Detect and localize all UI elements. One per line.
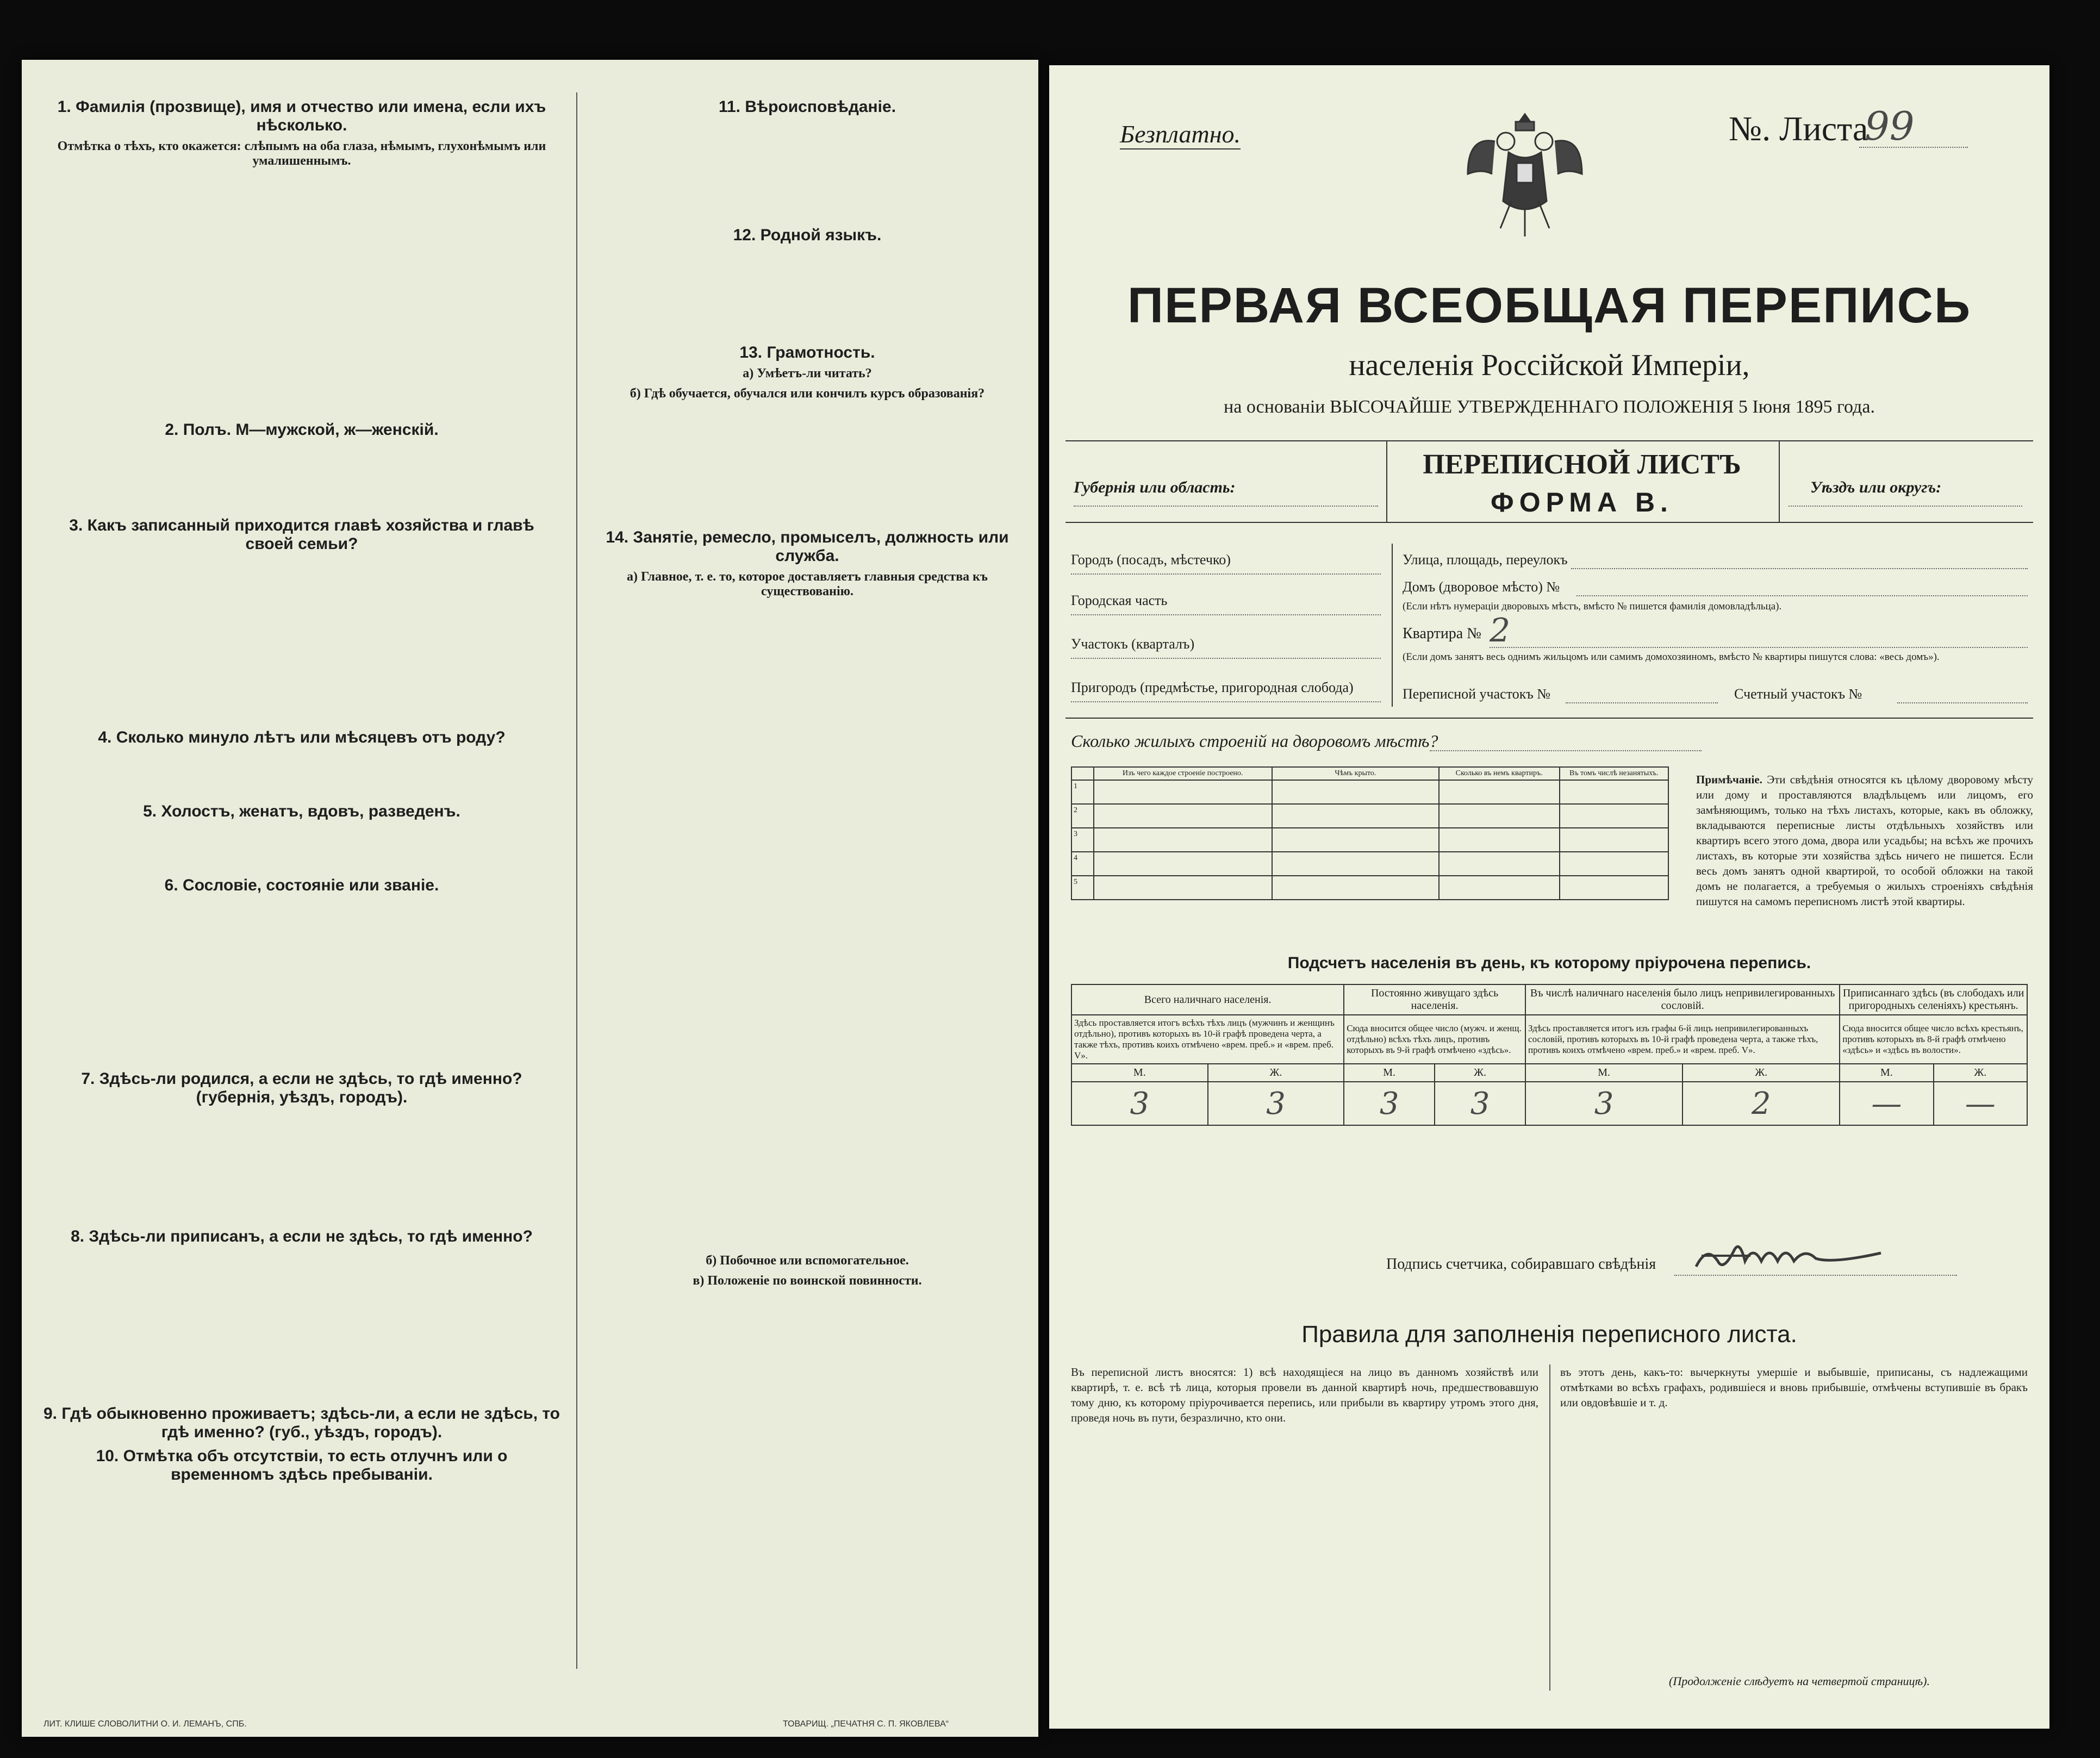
buildings-header-num bbox=[1071, 767, 1094, 780]
total-male-value[interactable]: 3 bbox=[1071, 1082, 1208, 1125]
census-area-field[interactable] bbox=[1566, 702, 1718, 703]
rules-divider bbox=[1549, 1364, 1550, 1691]
peasants-male-value[interactable]: — bbox=[1840, 1082, 1933, 1125]
text-block bbox=[43, 825, 560, 869]
heading-3: 3. Какъ записанный приходится главѣ хозяйства и главѣ своей семьи? bbox=[69, 516, 534, 553]
cell[interactable] bbox=[1094, 780, 1272, 804]
double-headed-eagle-emblem bbox=[1462, 103, 1587, 245]
instructions-column-1 bbox=[43, 92, 560, 1669]
count-title: Подсчетъ населенія въ день, къ которому пріурочена перепись. bbox=[1287, 954, 1811, 972]
text-block bbox=[593, 249, 1022, 336]
nonprivileged-male-value[interactable]: 3 bbox=[1525, 1082, 1683, 1125]
cell[interactable] bbox=[1560, 876, 1668, 900]
census-title: ПЕРВАЯ ВСЕОБЩАЯ ПЕРЕПИСЬ bbox=[1127, 278, 1972, 333]
female-label: Ж. bbox=[1683, 1064, 1840, 1082]
heading-1: 1. Фамилія (прозвище), имя и отчество или имена, если ихъ нѣсколько. bbox=[57, 98, 546, 134]
subheading-1: Отмѣтка о тѣхъ, кто окажется: слѣпымъ на оба глаза, нѣмымъ, глухонѣмымъ или умалишеннымъ. bbox=[57, 139, 546, 168]
cell[interactable] bbox=[1439, 852, 1560, 876]
suburb-label: Пригородъ (предмѣстье, пригородная слобода) bbox=[1071, 679, 1354, 695]
form-title: ПЕРЕПИСНОЙ ЛИСТЪ bbox=[1423, 449, 1741, 480]
cell[interactable] bbox=[1439, 876, 1560, 900]
buildings-field[interactable] bbox=[1430, 750, 1702, 751]
sheet-number-line bbox=[1859, 147, 1968, 148]
cell[interactable] bbox=[1560, 804, 1668, 828]
buildings-row bbox=[1071, 876, 1668, 900]
nonprivileged-female-value[interactable]: 2 bbox=[1683, 1082, 1840, 1125]
buildings-row bbox=[1071, 804, 1668, 828]
row-number: 3 bbox=[1071, 828, 1094, 852]
text-block bbox=[593, 407, 1022, 521]
header-rule-bottom bbox=[1065, 522, 2033, 523]
apartment-field[interactable] bbox=[1490, 647, 2028, 648]
total-female-value[interactable]: 3 bbox=[1208, 1082, 1344, 1125]
text-block bbox=[43, 1250, 560, 1397]
house-note: (Если нѣтъ нумераціи дворовыхъ мѣстъ, вмѣсто № пишется фамилія домовладѣльца). bbox=[1403, 601, 1782, 612]
note-text: Эти свѣдѣнія относятся къ цѣлому дворовому мѣсту или дому и проставляются владѣльцемъ или лицомъ, его замѣняющимъ, только на тѣхъ листахъ, которые, какъ въ обложку, вкладываются переписные листы отдѣльныхъ хозяйствъ или квартиръ всего этого дома, двора или усадьбы; на всѣхъ же прочихъ листахъ, въ которые эти хозяйства здѣсь ничего не пишется. Если весь домъ занятъ одной квартирой, то особой обложки на такой домъ не полагается, а требуемыя о жилыхъ строеніяхъ свѣдѣнія пишутся на самомъ переписномъ листѣ этой квартиры. bbox=[1696, 773, 2033, 908]
legal-basis: на основаніи ВЫСОЧАЙШЕ УТВЕРЖДЕННАГО ПОЛОЖЕНІЯ 5 Іюня 1895 года. bbox=[1224, 397, 1875, 417]
heading-4: 4. Сколько минуло лѣтъ или мѣсяцевъ отъ роду? bbox=[98, 728, 506, 746]
district-label: Участокъ (кварталъ) bbox=[1071, 636, 1195, 652]
left-page bbox=[22, 60, 1038, 1737]
count-desc-permanent: Сюда вносится общее число (мужч. и женщ. отдѣльно) всѣхъ тѣхъ лицъ, противъ которыхъ въ 9-й графѣ отмѣчено «здѣсь». bbox=[1344, 1015, 1525, 1064]
cell[interactable] bbox=[1439, 828, 1560, 852]
buildings-question: Сколько жилыхъ строеній на дворовомъ мѣстѣ? bbox=[1071, 731, 1438, 751]
female-label: Ж. bbox=[1934, 1064, 2027, 1082]
permanent-male-value[interactable]: 3 bbox=[1344, 1082, 1435, 1125]
cell[interactable] bbox=[1272, 804, 1439, 828]
gubernia-field[interactable] bbox=[1074, 506, 1378, 507]
buildings-row bbox=[1071, 780, 1668, 804]
text-block bbox=[43, 751, 560, 795]
buildings-header-apartments: Сколько въ немъ квартиръ. bbox=[1439, 767, 1560, 780]
text-block bbox=[43, 899, 560, 1062]
counter-area-field[interactable] bbox=[1897, 702, 2028, 703]
right-page bbox=[1049, 65, 2049, 1729]
instructions-column-2 bbox=[593, 92, 1022, 1669]
row-number: 5 bbox=[1071, 876, 1094, 900]
subheading-13b: б) Гдѣ обучается, обучался или кончилъ курсъ образованія? bbox=[630, 386, 985, 401]
city-part-label: Городская часть bbox=[1071, 593, 1168, 608]
rules-text-1: Въ переписной листъ вносятся: 1) всѣ находящіеся на лицо въ данномъ хозяйствѣ или квартирѣ, т. е. всѣ тѣ лица, которыя провели въ данной квартирѣ ночь, предшествовавшую тому дню, къ которому пріурочивается перепись, или прибыли въ квартиру утромъ этого дня, проведя ночь въ пути, безразлично, кто они. bbox=[1071, 1366, 1538, 1424]
column-divider bbox=[576, 92, 577, 1669]
text-block bbox=[43, 1111, 560, 1220]
address-rule-bottom bbox=[1065, 718, 2033, 719]
count-mf-row bbox=[1071, 1064, 2027, 1082]
heading-2: 2. Полъ. М—мужской, ж—женскій. bbox=[165, 421, 439, 439]
address-divider bbox=[1392, 544, 1393, 707]
row-number: 2 bbox=[1071, 804, 1094, 828]
subheading-13a: а) Умѣетъ-ли читать? bbox=[743, 366, 872, 381]
sheet-number-value: 99 bbox=[1865, 103, 1915, 149]
apartment-label: Квартира № bbox=[1403, 625, 1481, 642]
heading-12: 12. Родной языкъ. bbox=[733, 226, 882, 244]
counter-area-label: Счетный участокъ № bbox=[1734, 686, 1862, 702]
form-name: ФОРМА В. bbox=[1491, 487, 1673, 518]
count-header-peasants: Приписаннаго здѣсь (въ слободахъ или пригородныхъ селеніяхъ) крестьянъ. bbox=[1840, 984, 2027, 1015]
count-header-row bbox=[1071, 984, 2027, 1015]
street-label: Улица, площадь, переулокъ bbox=[1403, 552, 1568, 568]
heading-9: 9. Гдѣ обыкновенно проживаетъ; здѣсь-ли, а если не здѣсь, то гдѣ именно? (губ., уѣздъ, городъ). bbox=[43, 1405, 560, 1441]
cell[interactable] bbox=[1439, 804, 1560, 828]
rules-column-1 bbox=[1071, 1364, 1538, 1691]
gubernia-label: Губернія или область: bbox=[1074, 478, 1236, 496]
cell[interactable] bbox=[1094, 852, 1272, 876]
row-number: 4 bbox=[1071, 852, 1094, 876]
apartment-note: (Если домъ занятъ весь однимъ жильцомъ или самимъ домохозяиномъ, вмѣсто № квартиры пишутся слова: «весь домъ»). bbox=[1403, 651, 1940, 663]
cell[interactable] bbox=[1272, 876, 1439, 900]
heading-10: 10. Отмѣтка объ отсутствіи, то есть отлучнъ или о временномъ здѣсь пребываніи. bbox=[96, 1447, 508, 1483]
text-block bbox=[593, 1294, 1022, 1566]
heading-13: 13. Грамотность. bbox=[739, 344, 875, 361]
buildings-header-roof: Чѣмъ крыто. bbox=[1272, 767, 1439, 780]
rules-title: Правила для заполненія переписного листа. bbox=[1301, 1321, 1797, 1348]
count-desc-total: Здѣсь проставляется итогъ всѣхъ тѣхъ лицъ (мужчинъ и женщинъ отдѣльно), противъ которыхъ въ 10-й графѣ проведена черта, а также тѣхъ, противъ коихъ отмѣчено «врем. преб.» и «врем. преб. V». bbox=[1071, 1015, 1344, 1064]
cell[interactable] bbox=[1094, 804, 1272, 828]
buildings-row bbox=[1071, 828, 1668, 852]
free-label: Безплатно. bbox=[1120, 120, 1241, 149]
census-subtitle: населенія Россійской Имперіи, bbox=[1349, 348, 1750, 382]
cell[interactable] bbox=[1560, 852, 1668, 876]
text-block bbox=[593, 121, 1022, 219]
count-desc-nonprivileged: Здѣсь проставляется итогъ изъ графы 6-й лицъ непривилегированныхъ сословій, противъ которыхъ въ 10-й графѣ проведена черта, а также тѣхъ, противъ коихъ отмѣчено «врем. преб.» и «врем. преб. V». bbox=[1525, 1015, 1840, 1064]
house-label: Домъ (дворовое мѣсто) № bbox=[1403, 579, 1560, 595]
female-label: Ж. bbox=[1435, 1064, 1525, 1082]
male-label: М. bbox=[1525, 1064, 1683, 1082]
buildings-table bbox=[1071, 766, 1669, 900]
heading-11: 11. Вѣроисповѣданіе. bbox=[718, 98, 896, 116]
suburb-field[interactable] bbox=[1071, 701, 1381, 702]
buildings-row bbox=[1071, 852, 1668, 876]
count-desc-peasants: Сюда вносится общее число всѣхъ крестьянъ, противъ которыхъ въ 8-й графѣ отмѣчено «здѣсь» и «здѣсь въ волости». bbox=[1840, 1015, 2027, 1064]
apartment-value: 2 bbox=[1490, 612, 1511, 650]
street-field[interactable] bbox=[1571, 568, 2028, 569]
subheading-14a: а) Главное, т. е. то, которое доставляетъ главныя средства къ существованію. bbox=[627, 570, 988, 599]
census-area-label: Переписной участокъ № bbox=[1403, 686, 1551, 702]
row-number: 1 bbox=[1071, 780, 1094, 804]
male-label: М. bbox=[1071, 1064, 1208, 1082]
uezd-field[interactable] bbox=[1789, 506, 2022, 507]
cell[interactable] bbox=[1439, 780, 1560, 804]
printer-footer-right: ТОВАРИЩ. „ПЕЧАТНЯ С. П. ЯКОВЛЕВА“ bbox=[783, 1719, 949, 1729]
city-part-field[interactable] bbox=[1071, 614, 1381, 615]
male-label: М. bbox=[1840, 1064, 1933, 1082]
cell[interactable] bbox=[1272, 828, 1439, 852]
heading-5: 5. Холостъ, женатъ, вдовъ, разведенъ. bbox=[143, 802, 460, 820]
buildings-header-vacant: Въ томъ числѣ незанятыхъ. bbox=[1560, 767, 1668, 780]
heading-14: 14. Занятіе, ремесло, промыселъ, должность или служба. bbox=[606, 528, 1009, 565]
uezd-label: Уѣздъ или округъ: bbox=[1810, 478, 1942, 496]
rules-column-2 bbox=[1560, 1364, 2028, 1669]
text-block bbox=[593, 604, 1022, 1246]
address-section bbox=[1065, 544, 2033, 728]
note-title: Примѣчаніе. bbox=[1696, 773, 1762, 786]
heading-7: 7. Здѣсь-ли родился, а если не здѣсь, то гдѣ именно? (губернія, уѣздъ, городъ). bbox=[81, 1070, 522, 1106]
cell[interactable] bbox=[1272, 852, 1439, 876]
male-label: М. bbox=[1344, 1064, 1435, 1082]
text-block bbox=[43, 558, 560, 721]
cell[interactable] bbox=[1094, 828, 1272, 852]
cell[interactable] bbox=[1560, 780, 1668, 804]
count-header-permanent: Постоянно живущаго здѣсь населенія. bbox=[1344, 984, 1525, 1015]
count-header-nonprivileged: Въ числѣ наличнаго населенія было лицъ непривилегированныхъ сословій. bbox=[1525, 984, 1840, 1015]
text-block bbox=[43, 174, 560, 413]
buildings-note bbox=[1696, 772, 2033, 909]
population-count-table bbox=[1071, 984, 2028, 1126]
text-block bbox=[43, 444, 560, 509]
heading-6: 6. Сословіе, состояніе или званіе. bbox=[164, 876, 439, 894]
count-header-total: Всего наличнаго населенія. bbox=[1071, 984, 1344, 1015]
count-desc-row bbox=[1071, 1015, 2027, 1064]
district-field[interactable] bbox=[1071, 658, 1381, 659]
count-values-row bbox=[1071, 1082, 2027, 1125]
sheet-number-label: №. Листа bbox=[1729, 109, 1868, 148]
cell[interactable] bbox=[1560, 828, 1668, 852]
counter-signature bbox=[1691, 1234, 1897, 1283]
rules-continuation: (Продолженіе слѣдуетъ на четвертой страницѣ). bbox=[1669, 1674, 1930, 1688]
rules-text-2: въ этотъ день, какъ-то: вычеркнуты умершіе и выбывшіе, приписаны, съ надлежащими отмѣтками во всѣхъ графахъ, родившіеся и вновь прибывшіе, отмѣчены вступившіе въ бракъ или овдовѣвшіе и т. д. bbox=[1560, 1366, 2028, 1409]
house-field[interactable] bbox=[1576, 595, 2028, 596]
city-field[interactable] bbox=[1071, 573, 1381, 575]
buildings-header-material: Изъ чего каждое строеніе построено. bbox=[1094, 767, 1272, 780]
subheading-14c: в) Положеніе по воинской повинности. bbox=[693, 1274, 922, 1288]
buildings-header-row bbox=[1071, 767, 1668, 780]
cell[interactable] bbox=[1272, 780, 1439, 804]
printer-footer-left: ЛИТ. КЛИШЕ СЛОВОЛИТНИ О. И. ЛЕМАНЪ, СПБ. bbox=[43, 1719, 247, 1729]
city-label: Городъ (посадъ, мѣстечко) bbox=[1071, 552, 1231, 568]
female-label: Ж. bbox=[1208, 1064, 1344, 1082]
permanent-female-value[interactable]: 3 bbox=[1435, 1082, 1525, 1125]
peasants-female-value[interactable]: — bbox=[1934, 1082, 2027, 1125]
signature-label: Подпись счетчика, собиравшаго свѣдѣнія bbox=[1386, 1256, 1656, 1273]
subheading-14b: б) Побочное или вспомогательное. bbox=[706, 1254, 909, 1268]
cell[interactable] bbox=[1094, 876, 1272, 900]
heading-8: 8. Здѣсь-ли приписанъ, а если не здѣсь, то гдѣ именно? bbox=[71, 1227, 533, 1245]
